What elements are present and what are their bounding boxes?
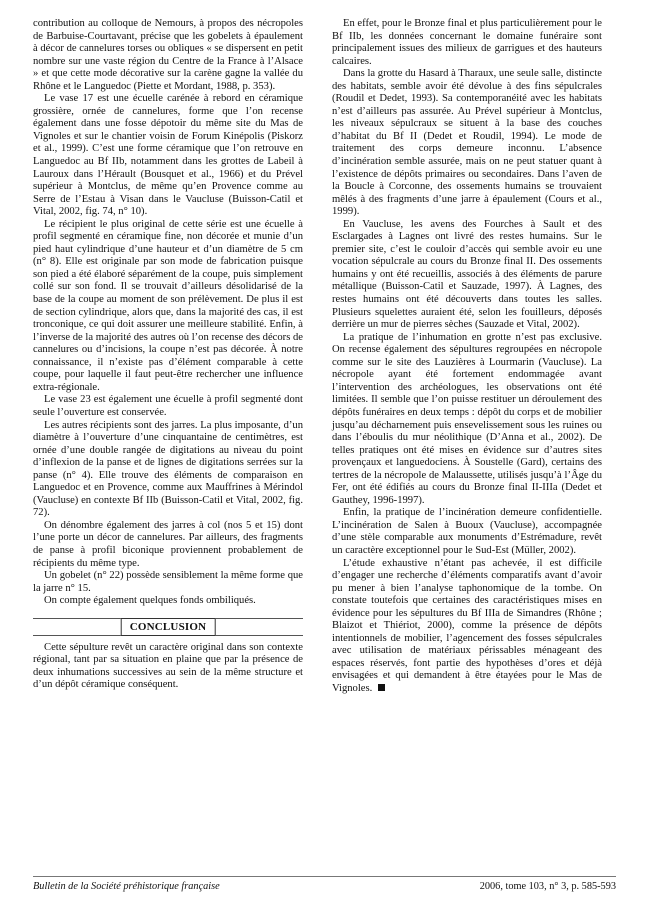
body-paragraph: La pratique de l’inhumation en grotte n’est pas exclusive. On recense également des sépultures regroupées en nécropole comme sur le site des Lauzières à Lourmarin (Vaucluse). La nécropole ayant été fortement endommagée avant l’intervention des archéologues, les observations ont été limitées. Il semble que l’on puisse restituer un déroulement des dépôts funéraires en deux temps : dépôt du corps et de mobilier jusqu’au décharnement puis ensevelissement sous les ruines ou dans l’éboulis du mur néolithique (D’Anna et al., 2002). De telles pratiques ont été mises en évidence sur d’autres sites provençaux et languedociens. À Soustelle (Gard), certains des tertres de la nécropole de Malaussette, utilisés jusqu’à l’Âge du Fer, ont été édifiés au cours du Bronze final II-IIIa (Dedet et Gauthey, 1996-1997). [332,331,602,506]
journal-name: Bulletin de la Société préhistorique française [33,881,220,892]
body-paragraph: Les autres récipients sont des jarres. La plus imposante, d’un diamètre à l’ouverture d’une cinquantaine de centimètres, est ornée d’une double rangée de digitations au niveau du point d’inflexion de la panse et de lignes de digitations serrées sur la panse (n° 4). Elle trouve des éléments de comparaison en Languedoc et en Provence, comme aux Mauffrines à Mérindol (Vaucluse) en contexte Bf IIb (Buisson-Catil et Vital, 2002, fig. 72). [33,419,303,519]
end-of-article-mark [378,684,385,691]
body-paragraph: Le récipient le plus original de cette série est une écuelle à profil segmenté en céramique fine, non décorée et munie d’un pied haut cylindrique d’une hauteur et d’un diamètre de 5 cm (n° 8). Elle est originale par son mode de fabrication puisque son pied a été élaboré séparément de la coupe, puis simplement collé sur son fond. Il se trouvait d’ailleurs désolidarisé de la base de la coupe au moment de son prélèvement. De plus il est de section cylindrique, alors que, dans la majorité des cas, il est tronconique, ce qui doit assurer une meilleure stabilité. Enfin, à l’inverse de la majorité des autres où l’on recense des décors de cannelures ou d’incisions, la coupe n’est pas décorée. À notre connaissance, il n’existe pas d’élément comparable à cette coupe, pour laquelle il faut peut-être rechercher une influence extra-régionale. [33,218,303,393]
body-paragraph: Un gobelet (n° 22) possède sensiblement la même forme que la jarre n° 15. [33,570,303,594]
body-paragraph: Enfin, la pratique de l’incinération demeure confidentielle. L’incinération de Salen à Buoux (Vaucluse), accompagnée d’une stèle comparable aux monuments d’Estrémadure, revêt un caractère exceptionnel pour le Sud-Est (Müller, 2002). [332,507,602,556]
left-column [33,18,303,692]
body-paragraph: contribution au colloque de Nemours, à propos des nécropoles de Barbuise-Courtavant, précise que les gobelets à épaulement à décor de cannelures torses ou obliques « se dispersent en petit nombre sur une vaste région du Centre de la France à l’Alsace » et que cette mode décorative sur la carène gagne la vallée du Rhône et le Languedoc (Piette et Mordant, 1988, p. 353). [33,18,303,92]
body-paragraph [332,558,602,696]
conclusion-paragraph: Cette sépulture revêt un caractère original dans son contexte régional, tant par sa situation en plaine que par la présence de deux inhumations successives au sein de la même structure et d’un dépôt céramique conséquent. [33,641,303,691]
right-column [332,18,602,696]
body-paragraph: En Vaucluse, les avens des Fourches à Sault et des Esclargades à Lagnes ont livré des restes humains. Sur le premier site, c’est le couloir d’accès qui semble avoir eu une vocation sépulcrale au cours du Bronze final II. Des ossements humains y ont été recueillis, associés à des éléments de parure métallique (Buisson-Catil et Sauzade, 1997). À Lagnes, des restes humains ont été découverts dans toutes les salles. Plusieurs squelettes auraient été, selon les fouilleurs, déposés derrière un mur de pierres sèches (Sauzade et Vital, 2002). [332,218,602,331]
section-heading [33,618,303,636]
page-footer [33,876,616,892]
body-paragraph: Dans la grotte du Hasard à Tharaux, une seule salle, distincte des habitats, semble avoir été dévolue à des fins sépulcrales (Roudil et Dedet, 1993). Sa contemporanéité avec les habitats n’est d’ailleurs pas assurée. Au Prével supérieur à Montclus, les niveaux sépulcraux se situent à la base des couches d’habitat du Bf II (Dedet et Roudil, 1994). Le mode de traitement des corps demeure inconnu. L’absence d’incinération semble assurée, mais on ne peut statuer quant à l’existence de dépôts primaires ou secondaires. Dans l’aven de la Boucle à Corconne, des ossements humains se trouvaient mêlés à des fragments d’une jarre à épaulement (Cours et al., 1999). [332,68,602,218]
conclusion-heading: CONCLUSION [121,618,216,636]
body-paragraph: En effet, pour le Bronze final et plus particulièrement pour le Bf IIb, les données concernant le domaine funéraire sont principalement issues des milieux de garrigues et des hauteurs calcaires. [332,18,602,67]
body-paragraph: On compte également quelques fonds ombiliqués. [44,595,256,607]
body-paragraph: Le vase 23 est également une écuelle à profil segmenté dont seule l’ouverture est conservée. [33,394,303,418]
citation-info: 2006, tome 103, n° 3, p. 585-593 [479,881,616,892]
final-paragraph-text: L’étude exhaustive n’étant pas achevée, il est difficile d’engager une recherche d’éléments comparatifs avant d’avoir pu mener à bien l’analyse taphonomique de la tombe. On constate toutefois que certaines des caractéristiques mises en évidence pour les sépultures du Bf IIIa de Simandres (Rhône ; Blaizot et Thiériot, 2000), comme la présence de dépôts intentionnels de mobilier, l’agencement des fosses sépulcrales avec utilisation de matériaux périssables ménageant des espaces réservés, font partie des hypothèses d’ores et déjà envisagées et qui demandent à être étayées pour le Mas de Vignoles. [332,557,602,694]
body-paragraph: On dénombre également des jarres à col (nos 5 et 15) dont l’une porte un décor de cannelures. Par ailleurs, des fragments de panse à profil biconique proviennent probablement de récipients du même type. [33,519,303,569]
body-paragraph: Le vase 17 est une écuelle carénée à rebord en céramique grossière, ornée de cannelures, forme que l’on recense également dans une fosse dépotoir du même site du Mas de Vignoles et sur le chantier voisin de Forum Kinépolis (Piskorz et al., 1999). C’est une forme céramique que l’on retrouve en Languedoc au Bf IIb, notamment dans les grottes de Labeil à Lauroux dans l’Hérault (Bousquet et al., 1966) et du Prével supérieur à Montclus, de même qu’en Provence comme au Serre de l’Estau à Visan dans le Vaucluse (Buisson-Catil et Vital, 2002, fig. 74, n° 10). [33,93,303,218]
